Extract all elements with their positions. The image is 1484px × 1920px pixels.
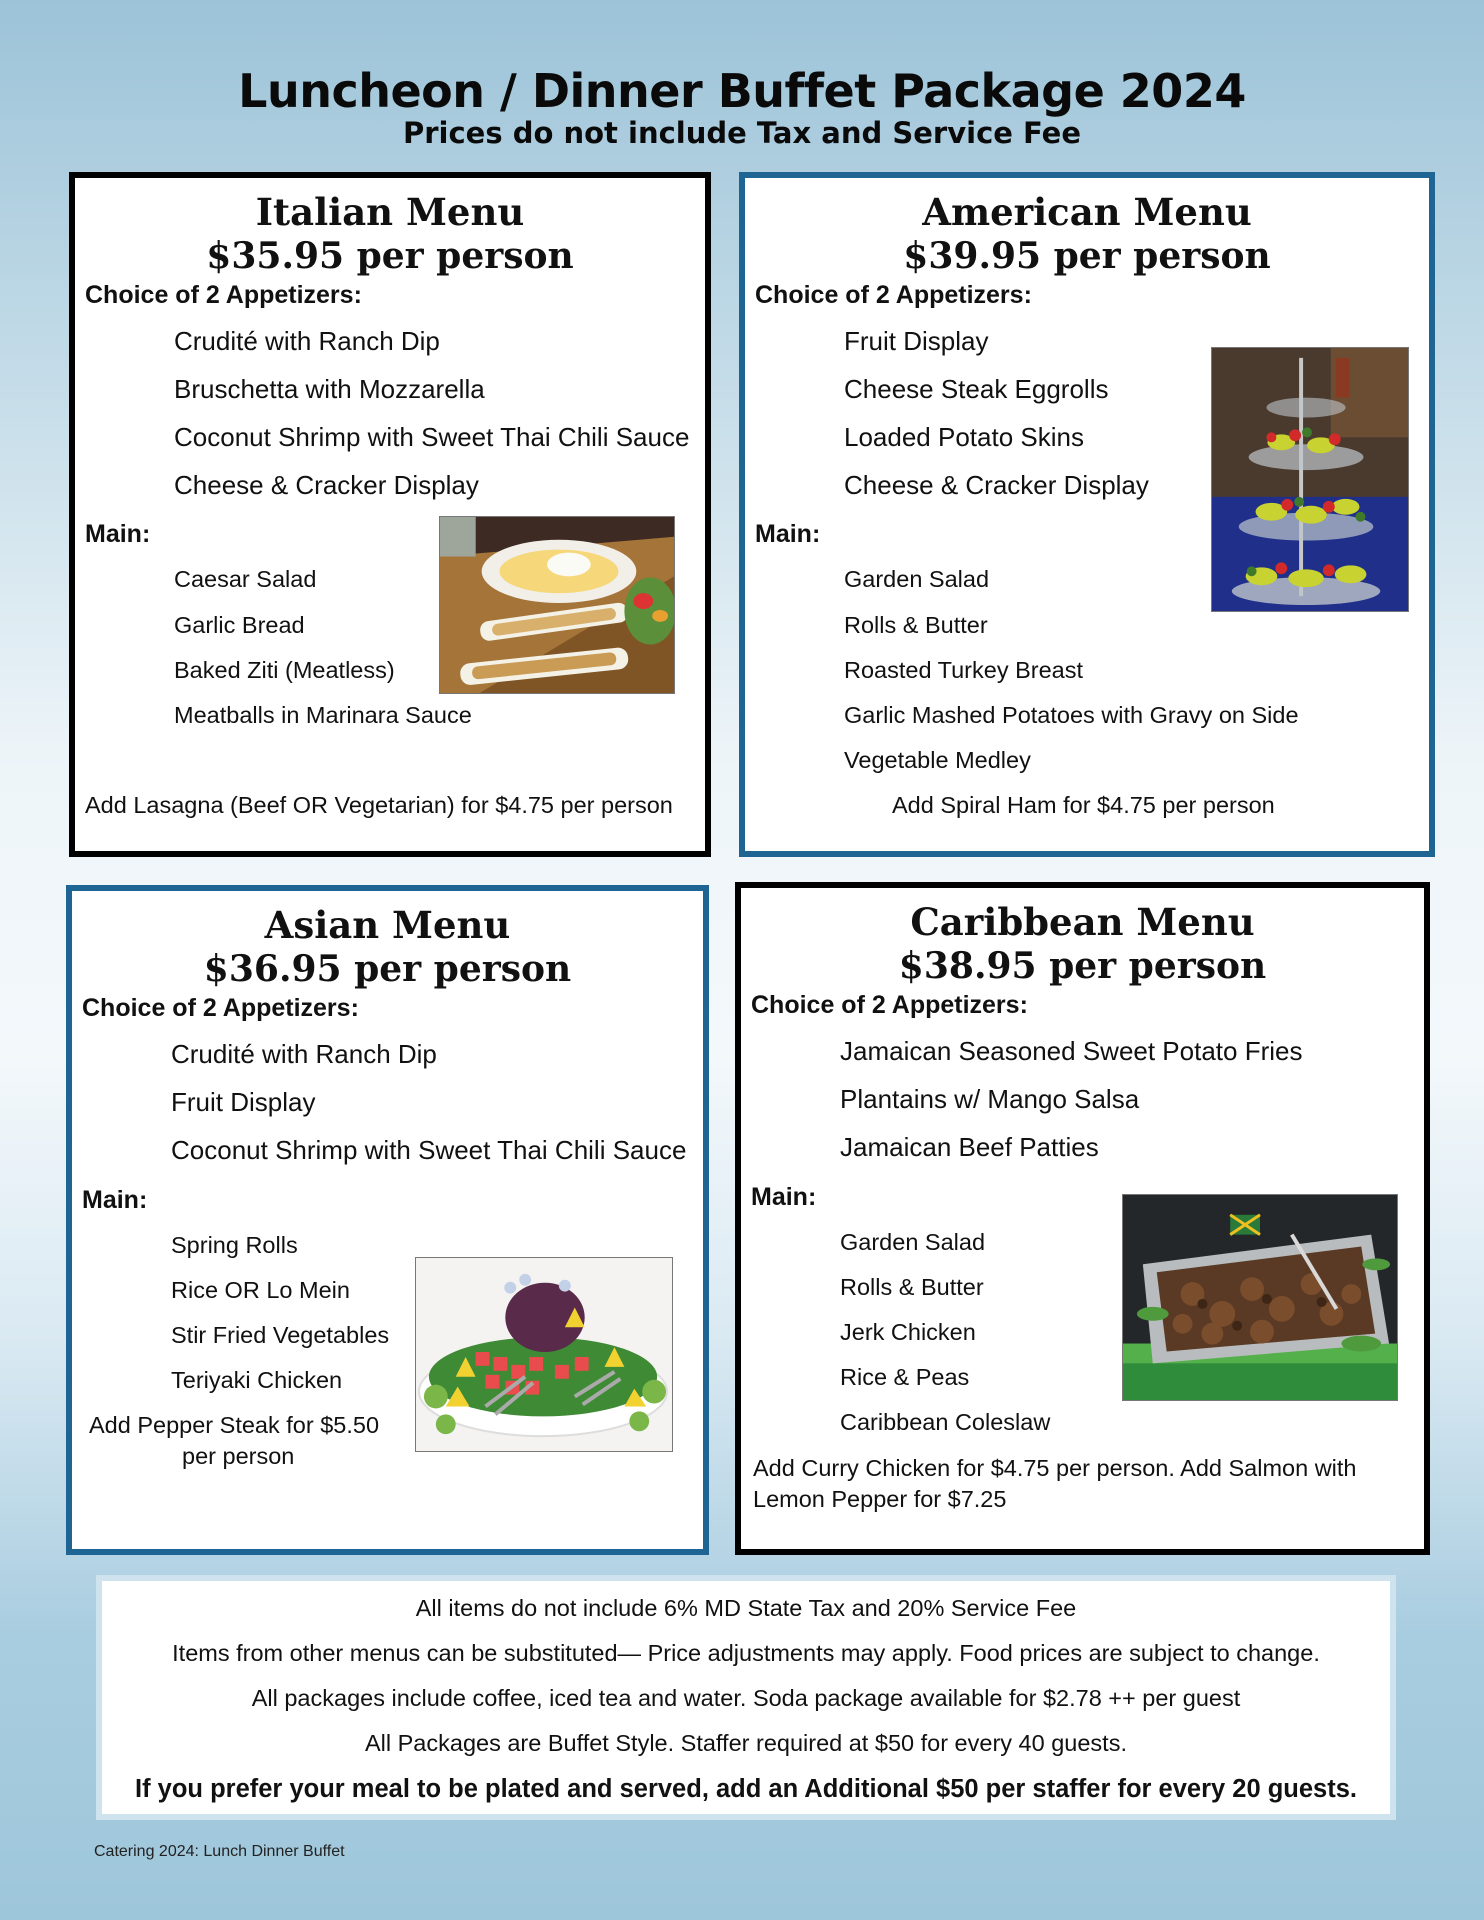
appetizer-item: Loaded Potato Skins [844,422,1084,452]
appetizers-heading: Choice of 2 Appetizers: [82,994,359,1022]
appetizer-item: Jamaican Seasoned Sweet Potato Fries [840,1036,1303,1066]
menu-price: $36.95 per person [203,948,572,990]
main-item: Rolls & Butter [840,1274,984,1300]
menu-price: $35.95 per person [206,235,574,277]
appetizer-item: Coconut Shrimp with Sweet Thai Chili Sauce [174,422,690,452]
appetizer-item: Crudité with Ranch Dip [174,326,440,356]
main-item: Roasted Turkey Breast [844,657,1084,683]
cheese-cracker-platter-photo [439,516,675,694]
note-plated-service: If you prefer your meal to be plated and served, add an Additional $50 per staffer for every 20 guests. [135,1775,1357,1803]
addon-text: Add Spiral Ham for $4.75 per person [892,792,1275,818]
main-item: Jerk Chicken [840,1319,976,1345]
note-tax-fee: All items do not include 6% MD State Tax and 20% Service Fee [415,1595,1077,1621]
addon-text: Add Curry Chicken for $4.75 per person. Add Salmon with [753,1455,1357,1481]
main-heading: Main: [751,1183,817,1211]
appetizer-item: Bruschetta with Mozzarella [174,374,485,404]
appetizer-item: Fruit Display [171,1087,316,1117]
appetizer-item: Fruit Display [844,326,989,356]
addon-text: per person [182,1443,295,1469]
appetizers-heading: Choice of 2 Appetizers: [751,991,1028,1019]
appetizers-heading: Choice of 2 Appetizers: [85,281,362,309]
main-item: Garlic Mashed Potatoes with Gravy on Side [844,702,1299,728]
fruit-skewer-tower-photo [1211,347,1409,612]
menu-name: Italian Menu [255,190,525,234]
addon-text: Lemon Pepper for $7.25 [753,1486,1007,1512]
main-item: Spring Rolls [171,1232,298,1258]
asian-menu-panel [66,885,709,1555]
main-item: Meatballs in Marinara Sauce [174,702,472,728]
note-beverages: All packages include coffee, iced tea and water. Soda package available for $2.78 ++ per guest [251,1685,1241,1711]
main-item: Rolls & Butter [844,612,988,638]
appetizer-item: Cheese & Cracker Display [844,470,1149,500]
addon-text: Add Lasagna (Beef OR Vegetarian) for $4.75 per person [85,792,673,818]
notes-box [96,1575,1396,1820]
caribbean-menu-panel [735,882,1430,1555]
appetizer-item: Coconut Shrimp with Sweet Thai Chili Sauce [171,1135,687,1165]
main-item: Rice & Peas [840,1364,970,1390]
menu-price: $38.95 per person [898,945,1267,987]
addon-text: Add Pepper Steak for $5.50 [89,1412,380,1438]
menu-name: American Menu [922,190,1252,234]
note-substitutions: Items from other menus can be substituted— Price adjustments may apply. Food prices are subject to change. [172,1640,1320,1666]
main-item: Vegetable Medley [844,747,1031,773]
appetizers-heading: Choice of 2 Appetizers: [755,281,1032,309]
main-heading: Main: [85,520,151,548]
appetizer-item: Plantains w/ Mango Salsa [840,1084,1140,1114]
menu-name: Asian Menu [264,903,511,947]
main-item: Garden Salad [844,566,990,592]
main-item: Caribbean Coleslaw [840,1409,1051,1435]
main-item: Rice OR Lo Mein [171,1277,350,1303]
main-heading: Main: [755,520,821,548]
note-buffet-style: All Packages are Buffet Style. Staffer required at $50 for every 40 guests. [364,1730,1127,1756]
appetizer-item: Cheese & Cracker Display [174,470,479,500]
fruit-platter-photo [415,1257,673,1452]
main-item: Garlic Bread [174,612,305,638]
main-item: Stir Fried Vegetables [171,1322,390,1348]
appetizer-item: Crudité with Ranch Dip [171,1039,437,1069]
footer-text: Catering 2024: Lunch Dinner Buffet [94,1843,345,1860]
main-item: Teriyaki Chicken [171,1367,343,1393]
main-item: Baked Ziti (Meatless) [174,657,395,683]
appetizer-item: Cheese Steak Eggrolls [844,374,1109,404]
italian-menu-panel [69,172,711,857]
main-heading: Main: [82,1186,148,1214]
american-menu-panel [739,172,1435,857]
main-item: Caesar Salad [174,566,317,592]
main-item: Garden Salad [840,1229,986,1255]
menu-name: Caribbean Menu [910,900,1255,944]
jerk-chicken-chafing-dish-photo [1122,1194,1398,1401]
menu-price: $39.95 per person [903,235,1271,277]
page-title: Luncheon / Dinner Buffet Package 2024 [238,64,1246,118]
appetizer-item: Jamaican Beef Patties [840,1132,1099,1162]
page-subtitle: Prices do not include Tax and Service Fee [402,116,1082,150]
